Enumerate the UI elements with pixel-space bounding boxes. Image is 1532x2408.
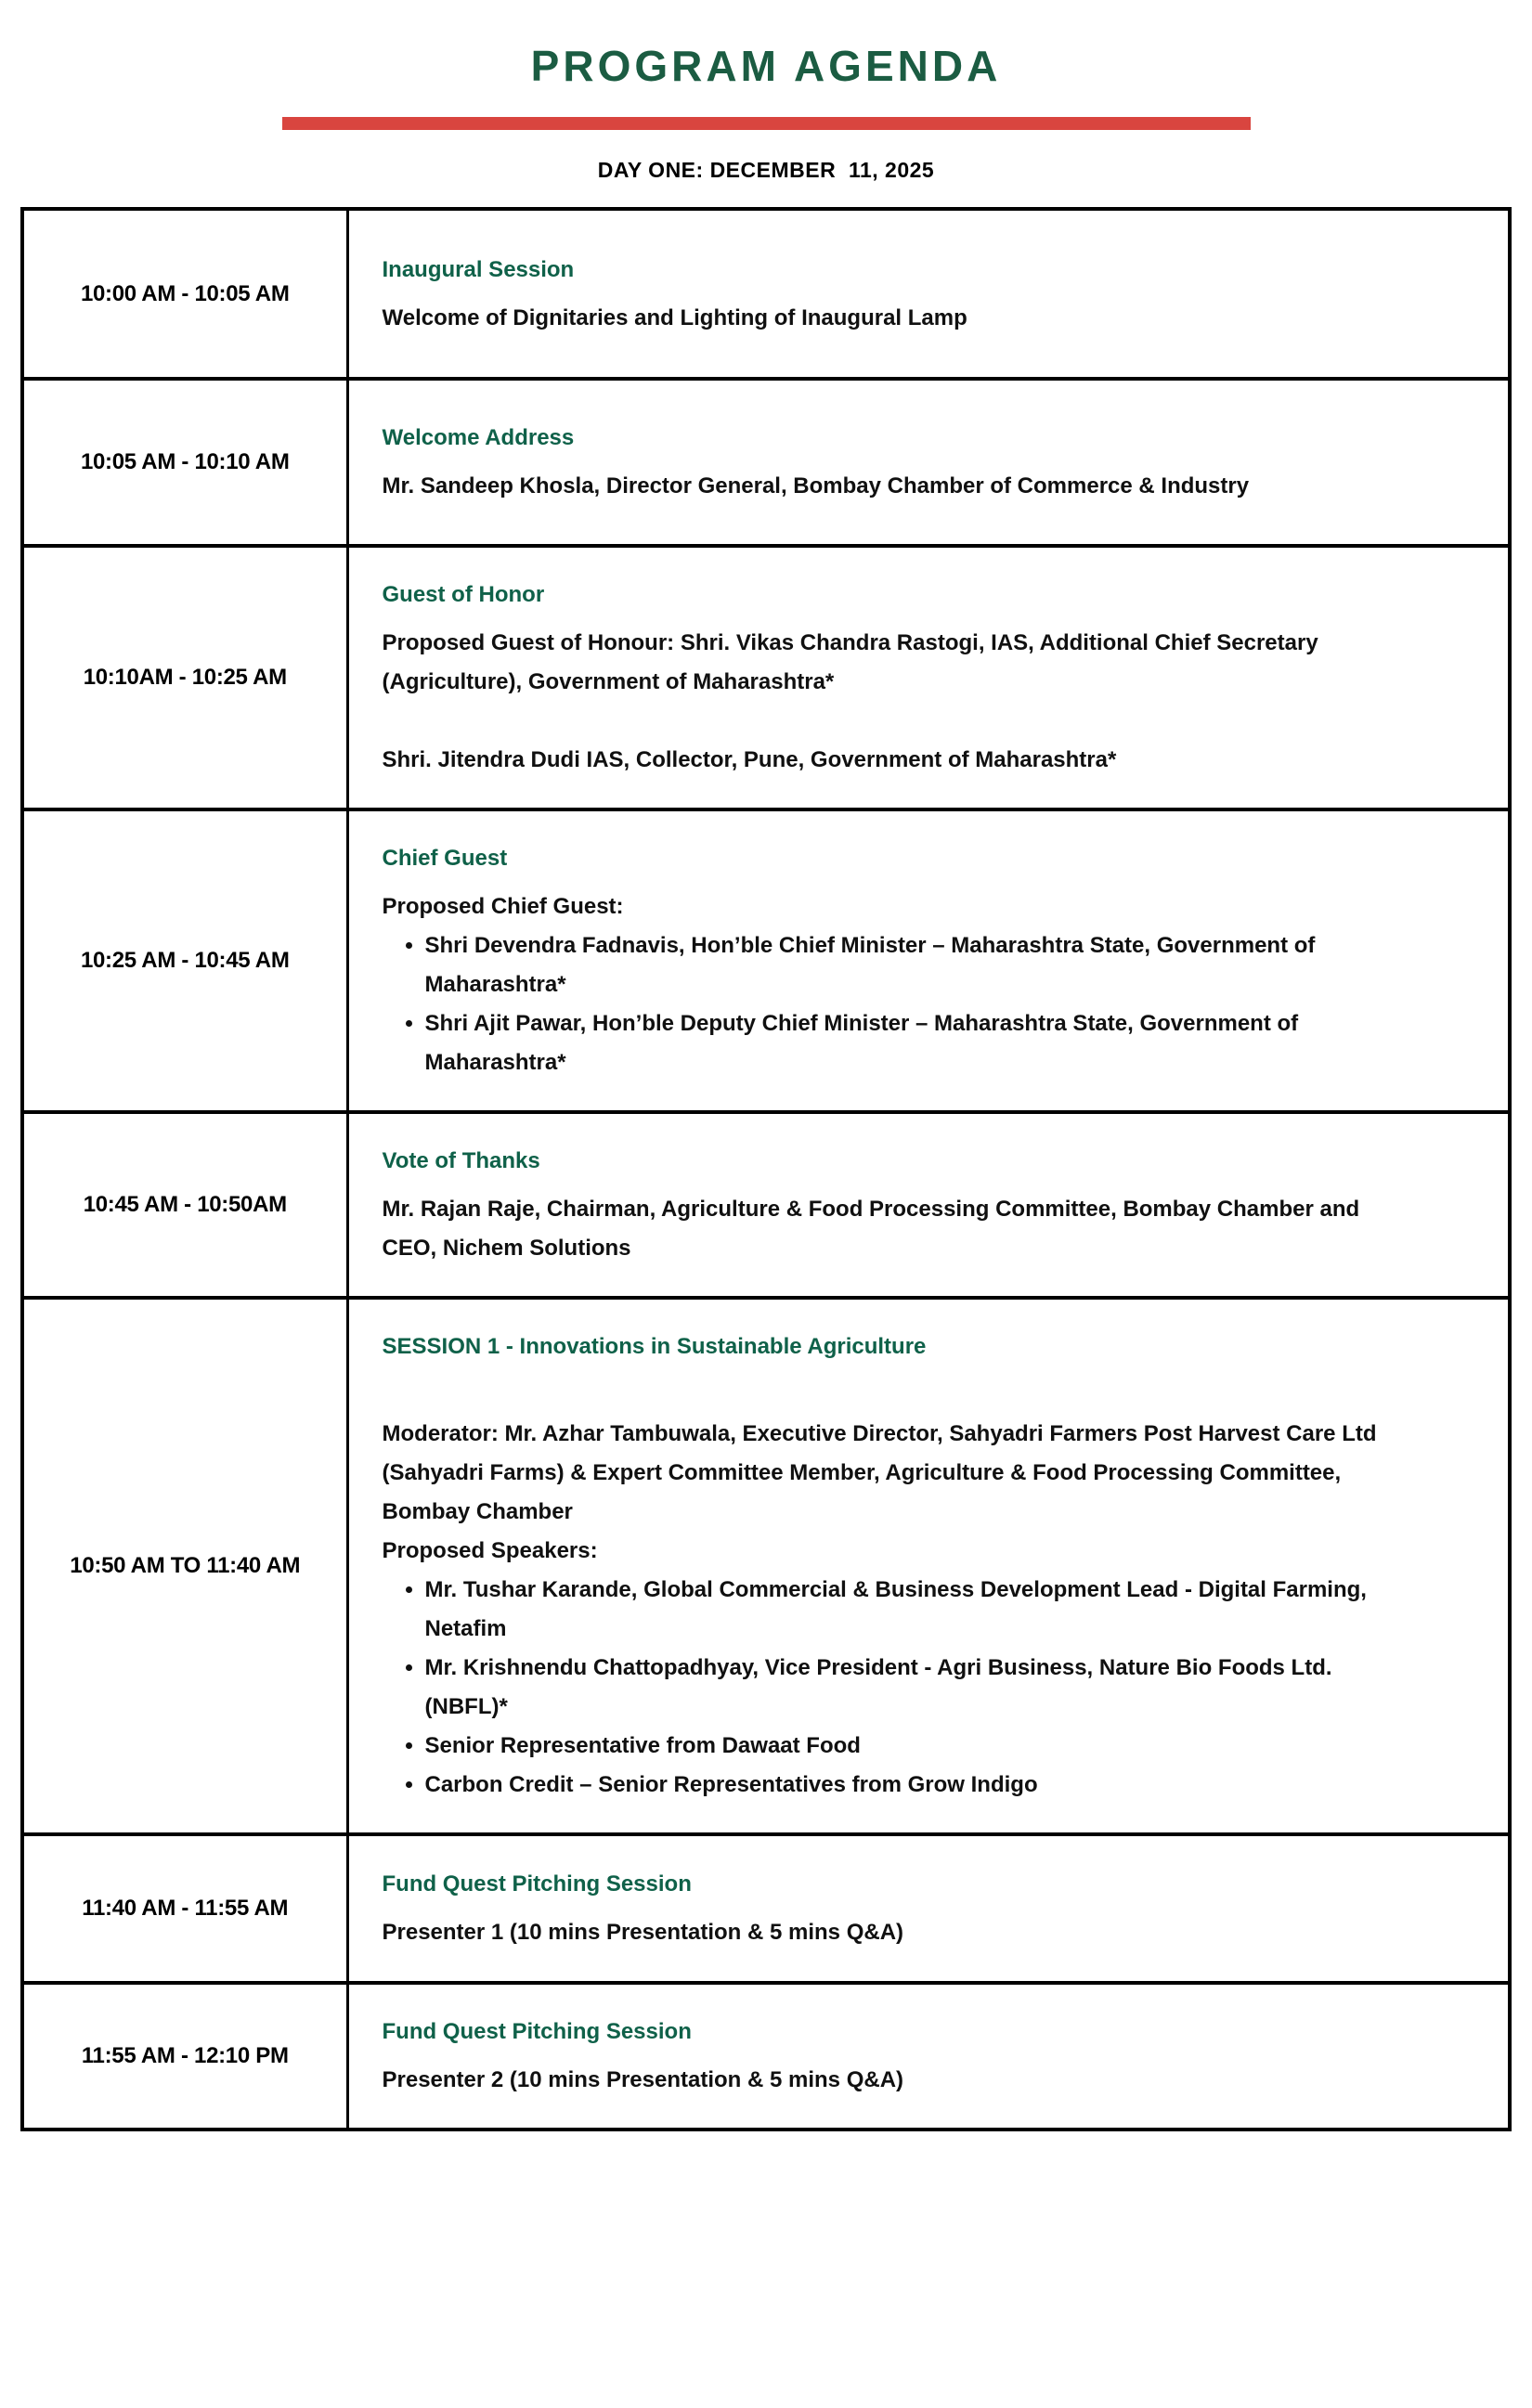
blank-line	[383, 702, 1472, 741]
session-title: Chief Guest	[382, 846, 508, 871]
session-title: Guest of Honor	[382, 582, 545, 607]
page-title: PROGRAM AGENDA	[530, 42, 1002, 90]
session-content	[347, 546, 1510, 809]
speaker-list	[383, 926, 1472, 1082]
session-content	[347, 1983, 1510, 2130]
session-content	[347, 1112, 1510, 1298]
session-title: Fund Quest Pitching Session	[382, 1871, 692, 1897]
agenda-row	[22, 546, 1510, 809]
session-text: Presenter 2 (10 mins Presentation & 5 mins Q&A)	[382, 2067, 904, 2092]
session-text: Welcome of Dignitaries and Lighting of Inaugural Lamp	[382, 304, 967, 330]
session-title: Fund Quest Pitching Session	[382, 2019, 692, 2044]
session-text: Proposed Speakers:	[382, 1538, 598, 1563]
agenda-row	[22, 1112, 1510, 1298]
session-text: Proposed Guest of Honour: Shri. Vikas Chandra Rastogi, IAS, Additional Chief Secretary (Agriculture), Government of Maharashtra*	[382, 630, 1318, 694]
speaker-item: • Carbon Credit – Senior Representatives from Grow Indigo	[425, 1766, 1413, 1805]
agenda-row	[22, 1834, 1510, 1983]
speaker-item: • Shri Ajit Pawar, Hon’ble Deputy Chief Minister – Maharashtra State, Government of Maharashtra*	[425, 1004, 1413, 1082]
agenda-row	[22, 379, 1510, 546]
session-content	[347, 1834, 1510, 1983]
session-title: Inaugural Session	[382, 256, 575, 282]
session-text: Mr. Sandeep Khosla, Director General, Bombay Chamber of Commerce & Industry	[382, 473, 1250, 498]
session-title: SESSION 1 - Innovations in Sustainable Agriculture	[382, 1334, 927, 1359]
session-content	[347, 809, 1510, 1112]
time-slot: 10:05 AM - 10:10 AM	[22, 379, 347, 546]
speaker-item: • Mr. Tushar Karande, Global Commercial & Business Development Lead - Digital Farming, Netafim	[425, 1571, 1413, 1649]
speaker-item: • Senior Representative from Dawaat Food	[425, 1727, 1413, 1766]
agenda-row	[22, 1983, 1510, 2130]
time-slot: 10:10AM - 10:25 AM	[22, 546, 347, 809]
agenda-row	[22, 209, 1510, 379]
time-slot: 11:55 AM - 12:10 PM	[22, 1983, 347, 2130]
day-heading: DAY ONE: DECEMBER 11, 2025	[597, 158, 935, 182]
session-content	[347, 1298, 1510, 1834]
session-text: Mr. Rajan Raje, Chairman, Agriculture & Food Processing Committee, Bombay Chamber and CEO, Nichem Solutions	[382, 1197, 1360, 1261]
agenda-table	[20, 207, 1512, 2131]
session-content	[347, 379, 1510, 546]
agenda-row	[22, 809, 1510, 1112]
time-slot: 10:00 AM - 10:05 AM	[22, 209, 347, 379]
time-slot: 10:25 AM - 10:45 AM	[22, 809, 347, 1112]
time-slot: 10:50 AM TO 11:40 AM	[22, 1298, 347, 1834]
session-title: Vote of Thanks	[382, 1148, 540, 1173]
session-text: Presenter 1 (10 mins Presentation & 5 mins Q&A)	[382, 1920, 904, 1945]
time-slot: 10:45 AM - 10:50AM	[22, 1112, 347, 1298]
blank-line	[383, 1376, 1472, 1415]
speaker-item: • Shri Devendra Fadnavis, Hon’ble Chief Minister – Maharashtra State, Government of Maharashtra*	[425, 926, 1413, 1004]
speaker-item: • Mr. Krishnendu Chattopadhyay, Vice President - Agri Business, Nature Bio Foods Ltd. (NBFL)*	[425, 1649, 1413, 1727]
agenda-body	[22, 209, 1510, 2130]
session-content	[347, 209, 1510, 379]
session-text: Moderator: Mr. Azhar Tambuwala, Executive Director, Sahyadri Farmers Post Harvest Care Ltd (Sahyadri Farms) & Expert Committee Member, Agriculture & Food Processing Committee, Bombay Chamber	[382, 1421, 1377, 1524]
page-header	[0, 41, 1532, 183]
session-title: Welcome Address	[382, 425, 575, 450]
speaker-list	[383, 1571, 1472, 1805]
title-underline	[282, 117, 1251, 130]
agenda-row	[22, 1298, 1510, 1834]
session-text: Shri. Jitendra Dudi IAS, Collector, Pune, Government of Maharashtra*	[382, 747, 1117, 772]
session-text: Proposed Chief Guest:	[382, 894, 624, 919]
time-slot: 11:40 AM - 11:55 AM	[22, 1834, 347, 1983]
